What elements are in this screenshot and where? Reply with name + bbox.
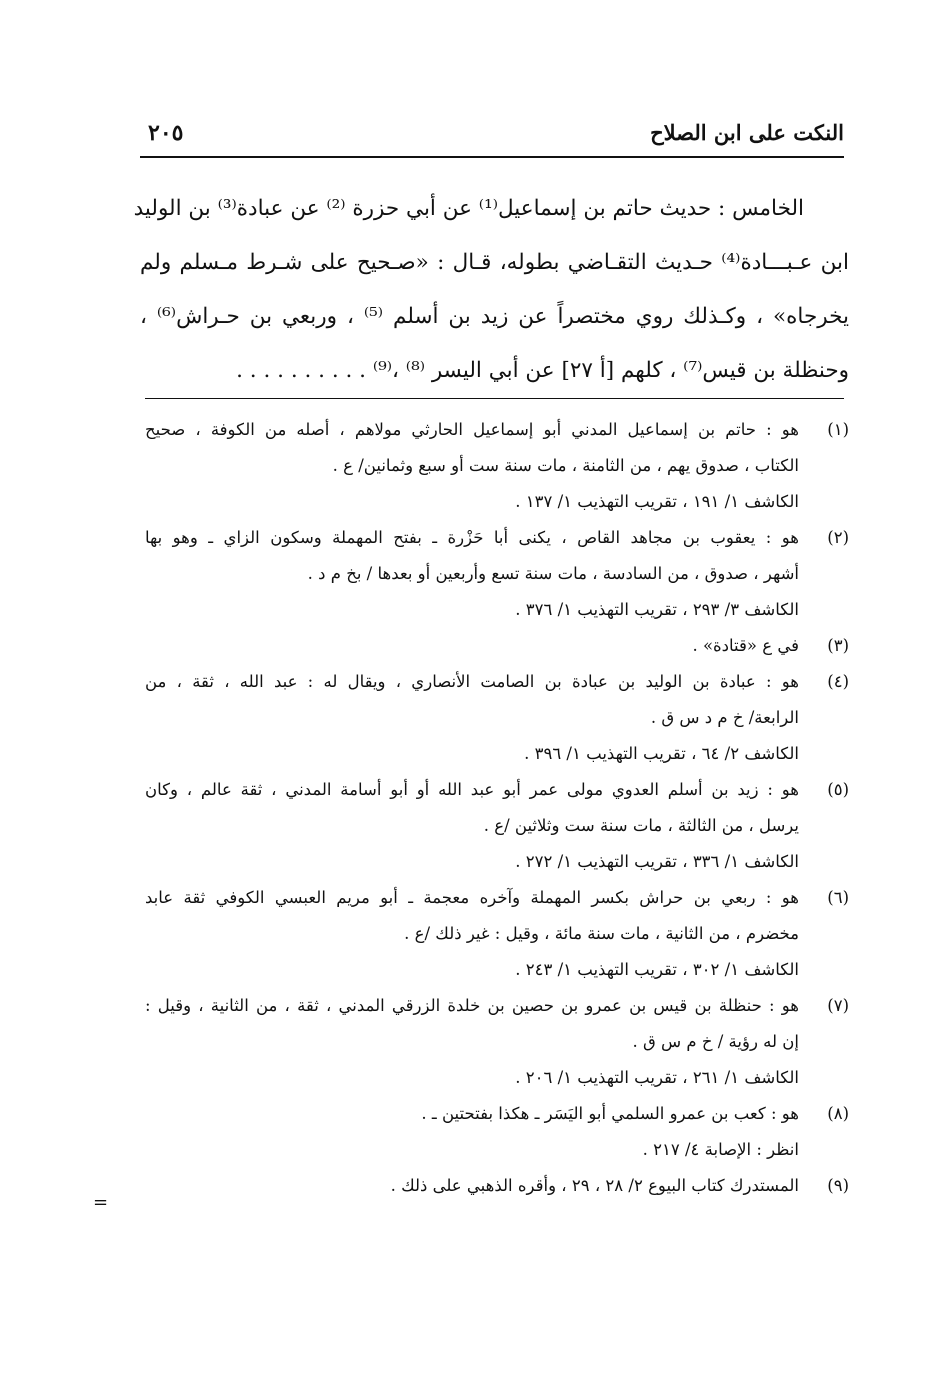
footnotes: [145, 412, 849, 1204]
footnote-line: الكاشف ٢/ ٦٤ ، تقريب التهذيب ١/ ٣٩٦ .: [524, 744, 799, 763]
footnote-line: هو : حنظلة بن قيس بن عمرو بن حصين بن خلدة الزرقي المدني ، ثقة ، من الثانية ، وقيل :: [145, 996, 799, 1015]
footnote-line: أشهر ، صدوق ، من السادسة ، مات سنة تسع وأربعين أو بعدها / بخ م د .: [307, 564, 799, 583]
main-text-line: وحنظلة بن قيس⁽⁷⁾ ، كلهم [أ ٢٧] عن أبي اليسر ⁽⁸⁾ ،⁽⁹⁾ . . . . . . . . . .: [236, 358, 849, 383]
page-number: ٢٠٥: [148, 120, 184, 146]
footnote-line: الكتاب ، صدوق يهم ، من الثامنة ، مات سنة ست أو سبع وثمانين/ ع .: [332, 456, 799, 475]
footnote-number: (٤): [827, 672, 849, 691]
footnote-line: هو : حاتم بن إسماعيل المدني أبو إسماعيل الحارثي مولاهم ، أصله من الكوفة ، صحيح: [145, 420, 799, 439]
footnote-line: هو : يعقوب بن مجاهد القاص ، يكنى أبا حَزْرة ـ بفتح المهملة وسكون الزاي ـ وهو بها: [145, 528, 799, 547]
footnote-number: (٥): [827, 780, 849, 799]
footnote-4: [145, 664, 849, 772]
footnote-line: في ع «قتادة» .: [692, 636, 799, 655]
footnote-separator: [145, 398, 844, 399]
footnote-number: (٩): [827, 1176, 849, 1195]
footnote-line: المستدرك كتاب البيوع ٢/ ٢٨ ، ٢٩ ، وأقره الذهبي على ذلك .: [390, 1176, 799, 1195]
footnote-line: هو : كعب بن عمرو السلمي أبو اليَسَر ـ هكذا بفتحتين ـ .: [421, 1104, 799, 1123]
footnote-number: (٣): [827, 636, 849, 655]
header-rule: [140, 156, 844, 158]
footnote-line: الكاشف ١/ ٣٠٢ ، تقريب التهذيب ١/ ٢٤٣ .: [515, 960, 799, 979]
footnote-9: [145, 1168, 849, 1204]
margin-mark: =: [93, 1192, 109, 1213]
footnote-number: (٨): [827, 1104, 849, 1123]
main-text: [133, 182, 849, 398]
footnote-line: الكاشف ١/ ٣٣٦ ، تقريب التهذيب ١/ ٢٧٢ .: [515, 852, 799, 871]
main-text-line: الخامس : حديث حاتم بن إسماعيل⁽¹⁾ عن أبي حزرة ⁽²⁾ عن عبادة⁽³⁾ بن الوليد: [133, 196, 804, 221]
footnote-number: (٦): [827, 888, 849, 907]
footnote-line: إن له رؤية / خ م س ق .: [632, 1032, 799, 1051]
footnote-line: الرابعة/ خ م د س ق .: [650, 708, 799, 727]
footnote-number: (١): [827, 420, 849, 439]
running-title: النكت على ابن الصلاح: [650, 120, 844, 145]
main-text-line: ابن عـبـــادة⁽⁴⁾ حـديث التقـاضي بطوله، قـال : «صـحيح على شـرط مـسلم ولم: [140, 250, 849, 275]
footnote-line: مخضرم ، من الثانية ، مات سنة مائة ، وقيل : غير ذلك /ع .: [404, 924, 799, 943]
footnote-5: [145, 772, 849, 880]
footnote-2: [145, 520, 849, 628]
main-text-line: يخرجاه» ، وكـذلك روي مختصراً عن زيد بن أسلم ⁽⁵⁾ ، وربعي بن حـراش⁽⁶⁾ ،: [140, 304, 849, 329]
footnote-6: [145, 880, 849, 988]
footnote-7: [145, 988, 849, 1096]
footnote-line: انظر : الإصابة ٤/ ٢١٧ .: [642, 1140, 799, 1159]
footnote-line: الكاشف ١/ ١٩١ ، تقريب التهذيب ١/ ١٣٧ .: [515, 492, 799, 511]
page-header: [140, 118, 844, 158]
footnote-line: هو : زيد بن أسلم العدوي مولى عمر أبو عبد الله أو أبو أسامة المدني ، ثقة عالم ، وكان: [145, 780, 799, 799]
footnote-line: الكاشف ٣/ ٢٩٣ ، تقريب التهذيب ١/ ٣٧٦ .: [515, 600, 799, 619]
footnote-1: [145, 412, 849, 520]
footnote-line: الكاشف ١/ ٢٦١ ، تقريب التهذيب ١/ ٢٠٦ .: [515, 1068, 799, 1087]
footnote-8: [145, 1096, 849, 1168]
footnote-line: هو : عبادة بن الوليد بن عبادة بن الصامت الأنصاري ، ويقال له : عبد الله ، ثقة ، من: [145, 672, 799, 691]
footnote-line: هو : ربعي بن حراش بكسر المهملة وآخره معجمة ـ أبو مريم العبسي الكوفي ثقة عابد: [145, 888, 799, 907]
footnote-number: (٢): [827, 528, 849, 547]
footnote-3: [145, 628, 849, 664]
footnote-number: (٧): [827, 996, 849, 1015]
footnote-line: يرسل ، من الثالثة ، مات سنة ست وثلاثين /ع .: [483, 816, 799, 835]
